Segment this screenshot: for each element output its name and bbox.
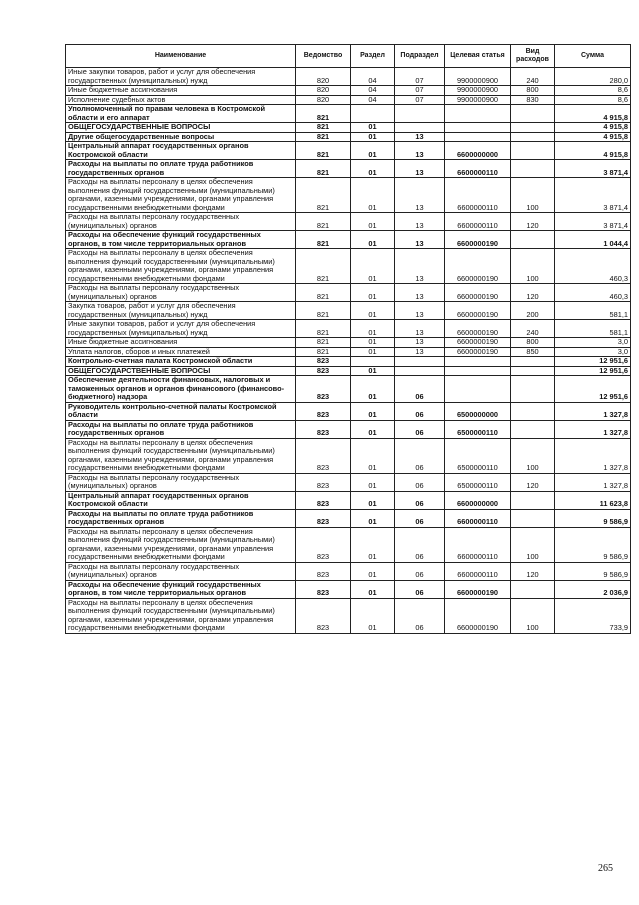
cell-podrazdel: 06 xyxy=(395,527,445,562)
cell-vedomstvo: 820 xyxy=(296,95,351,105)
cell-summa: 4 915,8 xyxy=(555,132,631,142)
cell-summa: 3 871,4 xyxy=(555,178,631,213)
table-row xyxy=(66,527,631,562)
cell-vedomstvo: 821 xyxy=(296,132,351,142)
cell-razdel: 04 xyxy=(351,68,395,86)
cell-summa: 1 044,4 xyxy=(555,231,631,249)
cell-vedomstvo: 823 xyxy=(296,473,351,491)
cell-podrazdel: 06 xyxy=(395,509,445,527)
cell-vid xyxy=(511,366,555,376)
cell-vid: 800 xyxy=(511,338,555,348)
cell-podrazdel: 06 xyxy=(395,491,445,509)
col-header-summa: Сумма xyxy=(555,45,631,68)
table-row xyxy=(66,562,631,580)
cell-vid: 830 xyxy=(511,95,555,105)
cell-statya: 6600000190 xyxy=(445,284,511,302)
cell-name: Расходы на выплаты персоналу в целях обеспечения выполнения функций государственными (муниципальными) органами, казенными учреждениями, органами управления государственными внебюджетными фондами xyxy=(66,598,296,633)
cell-razdel: 01 xyxy=(351,562,395,580)
cell-summa: 8,6 xyxy=(555,95,631,105)
cell-summa: 3 871,4 xyxy=(555,213,631,231)
cell-vedomstvo: 821 xyxy=(296,105,351,123)
cell-podrazdel: 13 xyxy=(395,249,445,284)
cell-summa: 733,9 xyxy=(555,598,631,633)
cell-vedomstvo: 820 xyxy=(296,68,351,86)
cell-vedomstvo: 823 xyxy=(296,562,351,580)
cell-razdel: 04 xyxy=(351,86,395,96)
table-header-row xyxy=(66,45,631,68)
cell-statya xyxy=(445,376,511,403)
cell-razdel: 01 xyxy=(351,580,395,598)
table-row xyxy=(66,105,631,123)
cell-vid xyxy=(511,132,555,142)
cell-statya: 6600000190 xyxy=(445,302,511,320)
cell-podrazdel xyxy=(395,366,445,376)
cell-name: Уполномоченный по правам человека в Костромской области и его аппарат xyxy=(66,105,296,123)
table-row xyxy=(66,420,631,438)
cell-razdel: 01 xyxy=(351,302,395,320)
cell-podrazdel: 06 xyxy=(395,580,445,598)
cell-vid xyxy=(511,402,555,420)
cell-podrazdel: 06 xyxy=(395,402,445,420)
cell-name: Обеспечение деятельности финансовых, налоговых и таможенных органов и органов финансового (финансово-бюджетного) надзора xyxy=(66,376,296,403)
table-row xyxy=(66,284,631,302)
cell-name: Расходы на обеспечение функций государственных органов, в том числе территориальных органов xyxy=(66,231,296,249)
cell-razdel: 04 xyxy=(351,95,395,105)
cell-statya: 9900000900 xyxy=(445,95,511,105)
cell-statya: 6500000110 xyxy=(445,473,511,491)
cell-podrazdel: 07 xyxy=(395,86,445,96)
table-row xyxy=(66,320,631,338)
cell-podrazdel: 06 xyxy=(395,420,445,438)
cell-vid xyxy=(511,509,555,527)
cell-razdel: 01 xyxy=(351,376,395,403)
cell-razdel xyxy=(351,357,395,367)
cell-statya xyxy=(445,366,511,376)
cell-podrazdel: 13 xyxy=(395,160,445,178)
cell-podrazdel xyxy=(395,357,445,367)
cell-name: ОБЩЕГОСУДАРСТВЕННЫЕ ВОПРОСЫ xyxy=(66,123,296,133)
cell-razdel: 01 xyxy=(351,284,395,302)
cell-podrazdel: 06 xyxy=(395,438,445,473)
cell-podrazdel: 13 xyxy=(395,231,445,249)
cell-summa: 3 871,4 xyxy=(555,160,631,178)
cell-vedomstvo: 821 xyxy=(296,213,351,231)
cell-summa: 1 327,8 xyxy=(555,438,631,473)
cell-summa: 3,0 xyxy=(555,338,631,348)
cell-podrazdel: 13 xyxy=(395,347,445,357)
cell-razdel: 01 xyxy=(351,509,395,527)
cell-summa: 9 586,9 xyxy=(555,562,631,580)
cell-summa: 460,3 xyxy=(555,249,631,284)
table-row xyxy=(66,338,631,348)
table-row xyxy=(66,178,631,213)
cell-summa: 581,1 xyxy=(555,302,631,320)
table-row xyxy=(66,376,631,403)
table-row xyxy=(66,213,631,231)
cell-podrazdel xyxy=(395,123,445,133)
cell-vid xyxy=(511,491,555,509)
cell-statya: 6600000110 xyxy=(445,160,511,178)
cell-statya: 6600000110 xyxy=(445,509,511,527)
cell-vedomstvo: 821 xyxy=(296,160,351,178)
cell-razdel: 01 xyxy=(351,598,395,633)
cell-vid xyxy=(511,231,555,249)
cell-name: Центральный аппарат государственных органов Костромской области xyxy=(66,142,296,160)
cell-vid: 120 xyxy=(511,213,555,231)
cell-name: Иные бюджетные ассигнования xyxy=(66,338,296,348)
table-row xyxy=(66,509,631,527)
table-row xyxy=(66,357,631,367)
cell-summa: 280,0 xyxy=(555,68,631,86)
cell-statya: 6600000190 xyxy=(445,598,511,633)
cell-name: Расходы на выплаты персоналу государственных (муниципальных) органов xyxy=(66,284,296,302)
cell-razdel: 01 xyxy=(351,491,395,509)
table-row xyxy=(66,473,631,491)
table-row xyxy=(66,160,631,178)
table-row xyxy=(66,231,631,249)
cell-statya: 6600000000 xyxy=(445,491,511,509)
cell-statya: 6500000000 xyxy=(445,402,511,420)
cell-summa: 12 951,6 xyxy=(555,376,631,403)
cell-statya: 6600000110 xyxy=(445,213,511,231)
cell-vedomstvo: 823 xyxy=(296,402,351,420)
cell-vedomstvo: 821 xyxy=(296,123,351,133)
cell-summa: 1 327,8 xyxy=(555,420,631,438)
table-row xyxy=(66,302,631,320)
cell-vid: 100 xyxy=(511,249,555,284)
cell-name: Расходы на обеспечение функций государственных органов, в том числе территориальных органов xyxy=(66,580,296,598)
cell-podrazdel: 06 xyxy=(395,562,445,580)
cell-vedomstvo: 821 xyxy=(296,302,351,320)
cell-statya: 6600000110 xyxy=(445,562,511,580)
cell-vedomstvo: 820 xyxy=(296,86,351,96)
cell-vedomstvo: 821 xyxy=(296,249,351,284)
cell-razdel: 01 xyxy=(351,527,395,562)
cell-statya: 6600000190 xyxy=(445,347,511,357)
cell-summa: 12 951,6 xyxy=(555,366,631,376)
cell-summa: 4 915,8 xyxy=(555,105,631,123)
cell-name: Центральный аппарат государственных органов Костромской области xyxy=(66,491,296,509)
cell-statya: 6500000110 xyxy=(445,420,511,438)
cell-statya: 9900000900 xyxy=(445,68,511,86)
col-header-vedomstvo: Ведомство xyxy=(296,45,351,68)
cell-name: Расходы на выплаты по оплате труда работников государственных органов xyxy=(66,160,296,178)
cell-vid: 100 xyxy=(511,178,555,213)
cell-vedomstvo: 823 xyxy=(296,366,351,376)
cell-statya: 6500000110 xyxy=(445,438,511,473)
cell-vedomstvo: 823 xyxy=(296,357,351,367)
cell-vedomstvo: 821 xyxy=(296,284,351,302)
cell-razdel: 01 xyxy=(351,402,395,420)
cell-statya: 6600000190 xyxy=(445,320,511,338)
table-row xyxy=(66,598,631,633)
cell-vedomstvo: 821 xyxy=(296,142,351,160)
cell-name: Расходы на выплаты по оплате труда работников государственных органов xyxy=(66,509,296,527)
table-body xyxy=(66,68,631,634)
cell-vedomstvo: 823 xyxy=(296,376,351,403)
cell-name: Иные бюджетные ассигнования xyxy=(66,86,296,96)
cell-razdel: 01 xyxy=(351,213,395,231)
cell-summa: 12 951,6 xyxy=(555,357,631,367)
table-row xyxy=(66,86,631,96)
cell-razdel: 01 xyxy=(351,123,395,133)
col-header-name: Наименование xyxy=(66,45,296,68)
cell-razdel: 01 xyxy=(351,366,395,376)
cell-razdel: 01 xyxy=(351,420,395,438)
cell-name: Руководитель контрольно-счетной палаты Костромской области xyxy=(66,402,296,420)
table-row xyxy=(66,491,631,509)
cell-name: Исполнение судебных актов xyxy=(66,95,296,105)
cell-name: Расходы на выплаты персоналу государственных (муниципальных) органов xyxy=(66,562,296,580)
cell-name: Контрольно-счетная палата Костромской области xyxy=(66,357,296,367)
cell-podrazdel: 13 xyxy=(395,142,445,160)
cell-razdel: 01 xyxy=(351,473,395,491)
cell-podrazdel: 07 xyxy=(395,95,445,105)
cell-statya: 6600000190 xyxy=(445,231,511,249)
table-row xyxy=(66,580,631,598)
cell-vid: 100 xyxy=(511,438,555,473)
table-row xyxy=(66,123,631,133)
cell-razdel: 01 xyxy=(351,338,395,348)
page-number: 265 xyxy=(598,863,613,874)
cell-statya xyxy=(445,123,511,133)
cell-name: Расходы на выплаты персоналу в целях обеспечения выполнения функций государственными (муниципальными) органами, казенными учреждениями, органами управления государственными внебюджетными фондами xyxy=(66,249,296,284)
cell-podrazdel: 06 xyxy=(395,473,445,491)
cell-razdel: 01 xyxy=(351,249,395,284)
table-row xyxy=(66,402,631,420)
col-header-podrazdel: Подраздел xyxy=(395,45,445,68)
cell-summa: 11 623,8 xyxy=(555,491,631,509)
cell-razdel: 01 xyxy=(351,132,395,142)
cell-vedomstvo: 823 xyxy=(296,438,351,473)
cell-vid: 240 xyxy=(511,320,555,338)
cell-podrazdel: 13 xyxy=(395,178,445,213)
cell-summa: 3,0 xyxy=(555,347,631,357)
cell-name: Другие общегосударственные вопросы xyxy=(66,132,296,142)
cell-summa: 1 327,8 xyxy=(555,402,631,420)
cell-name: Расходы на выплаты по оплате труда работников государственных органов xyxy=(66,420,296,438)
cell-podrazdel: 06 xyxy=(395,376,445,403)
cell-vedomstvo: 821 xyxy=(296,338,351,348)
cell-statya: 6600000190 xyxy=(445,249,511,284)
cell-vid: 120 xyxy=(511,562,555,580)
cell-vid xyxy=(511,123,555,133)
cell-vid xyxy=(511,357,555,367)
col-header-statya: Целевая статья xyxy=(445,45,511,68)
cell-statya: 6600000190 xyxy=(445,580,511,598)
cell-statya xyxy=(445,132,511,142)
cell-podrazdel xyxy=(395,105,445,123)
cell-vedomstvo: 821 xyxy=(296,320,351,338)
cell-podrazdel: 06 xyxy=(395,598,445,633)
cell-statya: 6600000190 xyxy=(445,338,511,348)
cell-vid: 850 xyxy=(511,347,555,357)
cell-summa: 460,3 xyxy=(555,284,631,302)
cell-summa: 1 327,8 xyxy=(555,473,631,491)
cell-statya xyxy=(445,105,511,123)
cell-summa: 8,6 xyxy=(555,86,631,96)
cell-razdel: 01 xyxy=(351,438,395,473)
cell-vid xyxy=(511,160,555,178)
cell-vedomstvo: 823 xyxy=(296,420,351,438)
cell-vid: 240 xyxy=(511,68,555,86)
cell-podrazdel: 13 xyxy=(395,213,445,231)
cell-vedomstvo: 823 xyxy=(296,580,351,598)
col-header-razdel: Раздел xyxy=(351,45,395,68)
budget-table xyxy=(65,44,631,634)
cell-vid xyxy=(511,105,555,123)
cell-summa: 4 915,8 xyxy=(555,123,631,133)
cell-summa: 9 586,9 xyxy=(555,509,631,527)
cell-statya: 6600000110 xyxy=(445,178,511,213)
cell-name: Иные закупки товаров, работ и услуг для обеспечения государственных (муниципальных) нужд xyxy=(66,68,296,86)
cell-statya: 9900000900 xyxy=(445,86,511,96)
cell-vid: 100 xyxy=(511,598,555,633)
table-row xyxy=(66,68,631,86)
cell-razdel: 01 xyxy=(351,160,395,178)
cell-podrazdel: 13 xyxy=(395,284,445,302)
cell-statya: 6600000110 xyxy=(445,527,511,562)
col-header-vid: Вид расходов xyxy=(511,45,555,68)
cell-vedomstvo: 823 xyxy=(296,598,351,633)
cell-vedomstvo: 823 xyxy=(296,509,351,527)
cell-podrazdel: 13 xyxy=(395,132,445,142)
cell-summa: 4 915,8 xyxy=(555,142,631,160)
cell-statya xyxy=(445,357,511,367)
table-row xyxy=(66,142,631,160)
cell-vid: 120 xyxy=(511,284,555,302)
cell-summa: 2 036,9 xyxy=(555,580,631,598)
cell-name: Расходы на выплаты персоналу в целях обеспечения выполнения функций государственными (муниципальными) органами, казенными учреждениями, органами управления государственными внебюджетными фондами xyxy=(66,527,296,562)
cell-razdel xyxy=(351,105,395,123)
cell-razdel: 01 xyxy=(351,320,395,338)
cell-vedomstvo: 821 xyxy=(296,178,351,213)
cell-podrazdel: 13 xyxy=(395,320,445,338)
cell-vid: 100 xyxy=(511,527,555,562)
cell-razdel: 01 xyxy=(351,231,395,249)
cell-vid xyxy=(511,376,555,403)
cell-name: Закупка товаров, работ и услуг для обеспечения государственных (муниципальных) нужд xyxy=(66,302,296,320)
cell-razdel: 01 xyxy=(351,178,395,213)
cell-statya: 6600000000 xyxy=(445,142,511,160)
cell-vid: 120 xyxy=(511,473,555,491)
table-row xyxy=(66,249,631,284)
cell-vid xyxy=(511,142,555,160)
table-row xyxy=(66,438,631,473)
cell-podrazdel: 13 xyxy=(395,302,445,320)
cell-podrazdel: 13 xyxy=(395,338,445,348)
cell-vedomstvo: 823 xyxy=(296,491,351,509)
cell-name: Уплата налогов, сборов и иных платежей xyxy=(66,347,296,357)
cell-name: ОБЩЕГОСУДАРСТВЕННЫЕ ВОПРОСЫ xyxy=(66,366,296,376)
cell-razdel: 01 xyxy=(351,142,395,160)
cell-vid: 800 xyxy=(511,86,555,96)
cell-name: Расходы на выплаты персоналу государственных (муниципальных) органов xyxy=(66,213,296,231)
cell-name: Иные закупки товаров, работ и услуг для обеспечения государственных (муниципальных) нужд xyxy=(66,320,296,338)
cell-podrazdel: 07 xyxy=(395,68,445,86)
cell-vid xyxy=(511,580,555,598)
cell-vedomstvo: 823 xyxy=(296,527,351,562)
cell-name: Расходы на выплаты персоналу государственных (муниципальных) органов xyxy=(66,473,296,491)
cell-vid xyxy=(511,420,555,438)
cell-vid: 200 xyxy=(511,302,555,320)
cell-name: Расходы на выплаты персоналу в целях обеспечения выполнения функций государственными (муниципальными) органами, казенными учреждениями, органами управления государственными внебюджетными фондами xyxy=(66,438,296,473)
cell-vedomstvo: 821 xyxy=(296,347,351,357)
cell-razdel: 01 xyxy=(351,347,395,357)
cell-summa: 9 586,9 xyxy=(555,527,631,562)
cell-vedomstvo: 821 xyxy=(296,231,351,249)
cell-name: Расходы на выплаты персоналу в целях обеспечения выполнения функций государственными (муниципальными) органами, казенными учреждениями, органами управления государственными внебюджетными фондами xyxy=(66,178,296,213)
cell-summa: 581,1 xyxy=(555,320,631,338)
